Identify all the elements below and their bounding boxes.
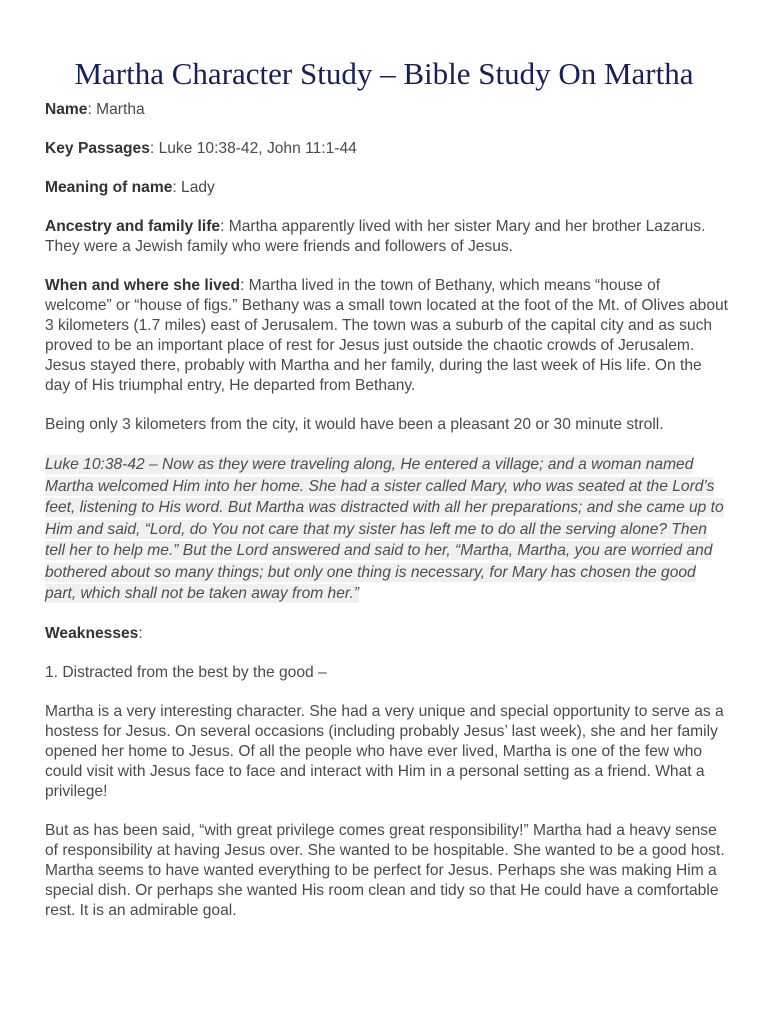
name-field bbox=[45, 100, 730, 120]
ancestry-field bbox=[45, 217, 730, 257]
article-body bbox=[45, 100, 730, 940]
meaning-field bbox=[45, 178, 730, 198]
when-where-field bbox=[45, 276, 730, 396]
weaknesses-heading bbox=[45, 624, 730, 644]
key-passages-value: : Luke 10:38-42, John 11:1-44 bbox=[149, 140, 357, 157]
ancestry-label: Ancestry and family life bbox=[45, 218, 221, 235]
name-value: : Martha bbox=[87, 101, 145, 118]
key-passages-field bbox=[45, 139, 730, 159]
point-1: 1. Distracted from the best by the good – bbox=[45, 663, 327, 681]
weaknesses-label: Weaknesses bbox=[45, 624, 139, 642]
when-where-label: When and where she lived bbox=[45, 277, 240, 294]
ancestry-value: : Martha apparently lived with her sister Mary and her brother Lazarus. They were a Jewish family who were friends and followers of Jesus. bbox=[45, 218, 706, 255]
paragraph-1: Martha is a very interesting character. She had a very unique and special opportunity to serve as a hostess for Jesus. On several occasions (including probably Jesus’ last week), she and her family opened her home to Jesus. Of all the people who have ever lived, Martha is one of the few who could visit with Jesus face to face and interact with Him in a personal setting as a friend. What a privilege! bbox=[45, 702, 724, 800]
meaning-label: Meaning of name bbox=[45, 179, 173, 196]
when-where-value: : Martha lived in the town of Bethany, which means “house of welcome” or “house of figs.” Bethany was a small town located at the foot of the Mt. of Olives about 3 kilometers (1.7 miles) east of Jerusalem. The town was a suburb of the capital city and as such proved to be an important place of rest for Jesus just outside the chaotic crowds of Jerusalem. Jesus stayed there, probably with Martha and her family, during the last week of His life. On the day of His triumphal entry, He departed from Bethany. bbox=[45, 277, 728, 394]
key-passages-label: Key Passages bbox=[45, 140, 150, 157]
weaknesses-colon: : bbox=[138, 624, 143, 642]
scripture-quote bbox=[45, 454, 730, 605]
meaning-value: : Lady bbox=[172, 179, 215, 196]
scripture-quote-text: Luke 10:38-42 – Now as they were traveling along, He entered a village; and a woman named Martha welcomed Him into her home. She had a sister called Mary, who was seated at the Lord’s feet, listening to His word. But Martha was distracted with all her preparations; and she came up to Him and said, “Lord, do You not care that my sister has left me to do all the serving alone? Then tell her to help me.” But the Lord answered and said to her, “Martha, Martha, you are worried and bothered about so many things; but only one thing is necessary, for Mary has chosen the good part, which shall not be taken away from her.” bbox=[45, 456, 724, 602]
name-label: Name bbox=[45, 101, 88, 118]
distance-paragraph: Being only 3 kilometers from the city, it would have been a pleasant 20 or 30 minute stroll. bbox=[45, 416, 664, 433]
page-title: Martha Character Study – Bible Study On Martha bbox=[74, 56, 694, 91]
paragraph-2: But as has been said, “with great privilege comes great responsibility!” Martha had a heavy sense of responsibility at having Jesus over. She wanted to be hospitable. She wanted to be a good host. Martha seems to have wanted everything to be perfect for Jesus. Perhaps she was making Him a special dish. Or perhaps she wanted His room clean and tidy so that He could have a comfortable rest. It is an admirable goal. bbox=[45, 821, 725, 919]
